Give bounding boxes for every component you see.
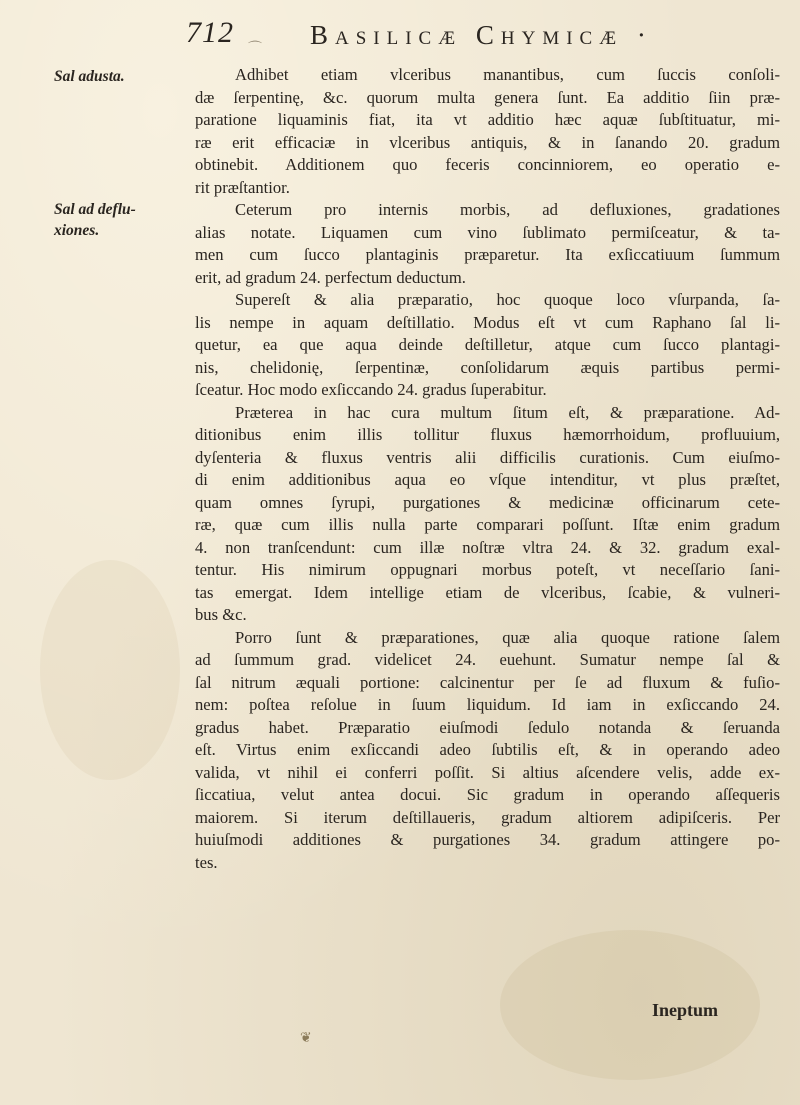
ornament-icon: ❦ — [300, 1031, 312, 1046]
paragraph-5 — [195, 627, 780, 875]
text-line: men cum ſucco plantaginis præparetur. Ita exſiccatiuum ſummum — [195, 245, 780, 264]
paper-stain — [40, 560, 180, 780]
text-line: Supereſt & alia præparatio, hoc quoque loco vſurpanda, ſa- — [235, 290, 780, 309]
text-line: quetur, ea que aqua deinde deſtilletur, atque cum ſucco plantagi- — [195, 335, 780, 354]
text-line: Porro ſunt & præparationes, quæ alia quoque ratione ſalem — [235, 627, 780, 647]
text-line: paratione liquaminis fiat, ita vt additio hæc aquæ ſubſtituatur, mi- — [195, 110, 780, 129]
paragraph-1 — [195, 64, 780, 199]
text-line: ſiccatiua, velut antea docui. Sic gradum in operando aſſequeris — [195, 785, 780, 804]
text-line: lis nempe in aquam deſtillatio. Modus eſt vt cum Raphano ſal li- — [195, 312, 780, 332]
text-line: bus &c. — [195, 605, 247, 624]
text-line: tas emergat. Idem intellige etiam de vlceribus, ſcabie, & vulneri- — [195, 582, 780, 602]
paragraph-2 — [195, 199, 780, 289]
text-line: alias notate. Liquamen cum vino ſublimato permiſceatur, & ta- — [195, 222, 780, 242]
text-line: tentur. His nimirum oppugnari morbus poteſt, vt neceſſario ſani- — [195, 560, 780, 579]
margin-note-sal-ad-deflu: Sal ad deflu- — [54, 201, 136, 218]
text-line: Ceterum pro internis morbis, ad defluxiones, gradationes — [235, 200, 780, 219]
text-line: erit, ad gradum 24. perfectum deductum. — [195, 267, 466, 287]
text-line: obtinebit. Additionem quo feceris concinniorem, eo operatio e- — [195, 155, 780, 174]
header-mark: ⌒ — [248, 42, 262, 57]
text-line: quam omnes ſyrupi, purgationes & medicinæ officinarum cete- — [195, 492, 780, 512]
text-line: ſal nitrum æquali portione: calcinentur per ſe ad fluxum & fuſio- — [195, 672, 780, 692]
text-line: nem: poſtea reſolue in ſuum liquidum. Id iam in exſiccando 24. — [195, 695, 780, 714]
text-line: ſceatur. Hoc modo exſiccando 24. gradus ſuperabitur. — [195, 380, 547, 399]
body-text — [195, 64, 780, 874]
page-number: 712 — [186, 16, 234, 49]
text-line: nis, chelidonię, ſerpentinæ, conſolidarum æquis partibus permi- — [195, 357, 780, 377]
margin-note-xiones: xiones. — [54, 222, 100, 239]
text-line: rit præſtantior. — [195, 177, 290, 197]
text-line: di enim additionibus aqua eo vſque intenditur, vt plus præſtet, — [195, 470, 780, 489]
text-line: Præterea in hac cura multum ſitum eſt, & præparatione. Ad- — [235, 402, 780, 422]
text-line: 4. non tranſcendunt: cum illæ noſtræ vltra 24. & 32. gradum exal- — [195, 537, 780, 557]
paper-stain — [500, 930, 760, 1080]
page-header — [170, 14, 690, 57]
text-line: valida, vt nihil ei conferri poſſit. Si altius aſcendere velis, adde ex- — [195, 762, 780, 782]
text-line: gradus habet. Præparatio eiuſmodi ſedulo notanda & ſeruanda — [195, 717, 780, 737]
catchword: Ineptum — [652, 1000, 719, 1020]
text-line: ad ſummum grad. videlicet 24. euehunt. Sumatur nempe ſal & — [195, 650, 780, 669]
text-line: dyſenteria & fluxus ventris alii difficilis curationis. Cum eiuſmo- — [195, 447, 780, 467]
text-line: eſt. Virtus enim exſiccandi adeo ſubtilis eſt, & in operando adeo — [195, 740, 780, 759]
paragraph-3 — [195, 289, 780, 402]
text-line: ræ, quæ cum illis nulla parte comparari poſſunt. Iſtæ enim gradum — [195, 515, 780, 534]
text-line: Adhibet etiam vlceribus manantibus, cum ſuccis conſoli- — [235, 65, 780, 84]
text-line: huiuſmodi additiones & purgationes 34. gradum attingere po- — [195, 830, 780, 849]
text-line: ditionibus enim illis tollitur fluxus hæmorrhoidum, profluuium, — [195, 425, 780, 444]
running-title: Basilicæ Chymicæ · — [310, 20, 653, 50]
text-line: ræ erit efficaciæ in vlceribus antiquis, & in ſanando 20. gradum — [195, 132, 780, 152]
text-line: dæ ſerpentinę, &c. quorum multa genera ſunt. Ea additio ſiin præ- — [195, 87, 780, 107]
text-line: tes. — [195, 852, 218, 872]
paragraph-4 — [195, 402, 780, 627]
margin-note-sal-adusta: Sal adusta. — [54, 68, 125, 85]
text-line: maiorem. Si iterum deſtillaueris, gradum altiorem adipiſceris. Per — [195, 807, 780, 827]
